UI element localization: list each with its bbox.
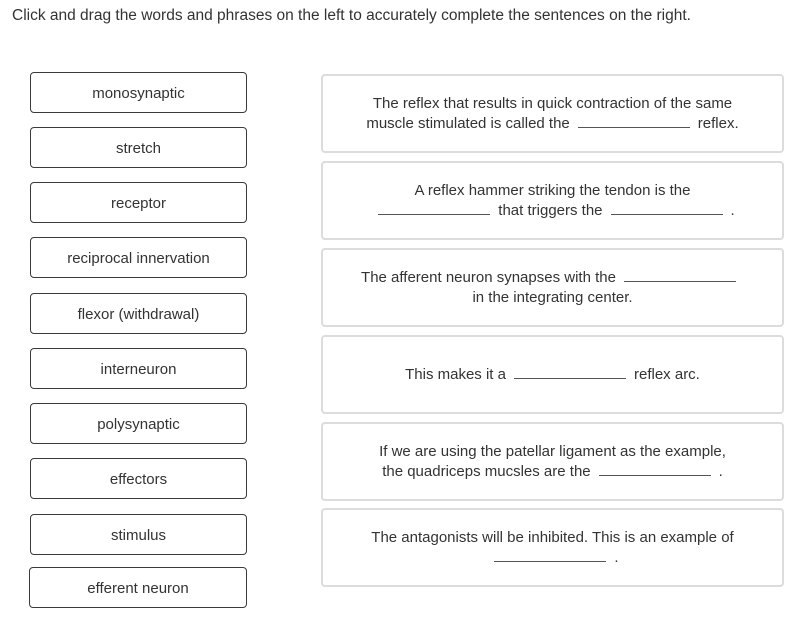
sentence-fragment: reflex arc.	[634, 365, 700, 383]
word-label: stimulus	[110, 527, 166, 544]
sentence-text	[348, 94, 756, 134]
drop-blank[interactable]	[514, 365, 626, 379]
drag-word-flexor-withdrawal[interactable]	[30, 293, 247, 334]
drop-blank[interactable]	[599, 462, 711, 476]
sentence-text	[353, 528, 751, 568]
drag-word-reciprocal-innervation[interactable]	[30, 237, 247, 278]
sentence-text	[352, 181, 752, 221]
sentence-box-5	[321, 422, 784, 501]
word-label: interneuron	[100, 361, 177, 378]
sentence-fragment: the quadriceps mucsles are the	[382, 462, 591, 480]
word-label: flexor (withdrawal)	[77, 306, 200, 323]
sentence-box-4	[321, 335, 784, 414]
sentence-fragment: The afferent neuron synapses with the	[361, 268, 616, 286]
sentence-box-2	[321, 161, 784, 240]
sentence-fragment: .	[718, 462, 723, 480]
sentence-fragment: .	[730, 201, 735, 219]
drag-word-monosynaptic[interactable]	[30, 72, 247, 113]
sentence-fragment: .	[614, 548, 619, 566]
sentence-fragment: The antagonists will be inhibited. This is an example of	[371, 528, 734, 546]
drop-blank[interactable]	[378, 201, 490, 215]
sentence-fragment: muscle stimulated is called the	[366, 114, 570, 132]
sentence-fragment: A reflex hammer striking the tendon is the	[414, 181, 691, 199]
drag-word-stretch[interactable]	[30, 127, 247, 168]
word-label: effectors	[109, 471, 168, 488]
drag-word-polysynaptic[interactable]	[30, 403, 247, 444]
sentence-text	[343, 268, 762, 308]
sentence-fragment: reflex.	[697, 114, 739, 132]
sentence-fragment: in the integrating center.	[472, 288, 633, 306]
sentence-box-1	[321, 74, 784, 153]
drag-word-interneuron[interactable]	[30, 348, 247, 389]
drop-blank[interactable]	[611, 201, 723, 215]
sentence-fragment: that triggers the	[498, 201, 603, 219]
drop-blank[interactable]	[494, 548, 606, 562]
sentence-box-6	[321, 508, 784, 587]
drag-word-effectors[interactable]	[30, 458, 247, 499]
word-label: efferent neuron	[87, 580, 189, 597]
word-label: stretch	[115, 140, 161, 157]
sentence-fragment: This makes it a	[405, 365, 506, 383]
drop-blank[interactable]	[578, 114, 690, 128]
sentence-fragment: The reflex that results in quick contraction of the same	[372, 94, 733, 112]
instructions-text: Click and drag the words and phrases on the left to accurately complete the sentences on the right.	[12, 7, 691, 24]
word-label: monosynaptic	[92, 85, 185, 102]
sentence-fragment: If we are using the patellar ligament as the example,	[379, 442, 726, 460]
word-label: receptor	[110, 195, 167, 212]
sentence-box-3	[321, 248, 784, 327]
word-label: polysynaptic	[97, 416, 180, 433]
drop-blank[interactable]	[624, 268, 736, 282]
drag-word-efferent-neuron[interactable]	[29, 567, 247, 608]
sentence-text	[361, 442, 744, 482]
sentence-text	[387, 365, 718, 385]
drag-word-receptor[interactable]	[30, 182, 247, 223]
word-label: reciprocal innervation	[67, 250, 210, 267]
drag-word-stimulus[interactable]	[30, 514, 247, 555]
